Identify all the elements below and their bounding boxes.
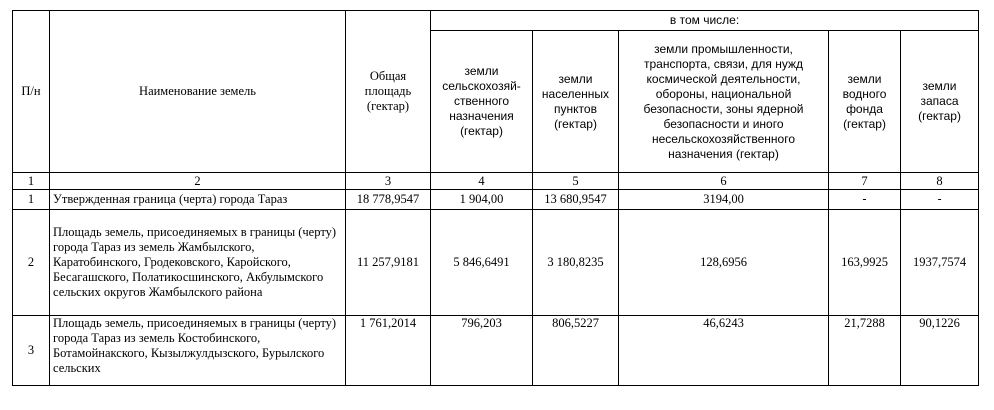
- column-number: 4: [431, 173, 533, 190]
- row-reserve: 90,1226: [901, 316, 979, 386]
- land-allocation-table: [12, 10, 979, 386]
- column-number: 8: [901, 173, 979, 190]
- row-land-name: [50, 316, 346, 386]
- row-industry: 46,6243: [619, 316, 829, 386]
- column-number: 2: [50, 173, 346, 190]
- header-row-top: [13, 11, 979, 31]
- row-water-fund: 163,9925: [829, 210, 901, 316]
- header-num: П/н: [13, 11, 50, 173]
- column-number-row: [13, 173, 979, 190]
- header-agricultural: земли сельскохозяй-ственного назначения (гектар): [431, 31, 533, 173]
- row-num: 2: [13, 210, 50, 316]
- column-number: 6: [619, 173, 829, 190]
- row-settlements: 3 180,8235: [533, 210, 619, 316]
- header-land-name: Наименование земель: [50, 11, 346, 173]
- row-agricultural: 1 904,00: [431, 190, 533, 210]
- table-row: [13, 190, 979, 210]
- row-settlements: 806,5227: [533, 316, 619, 386]
- row-industry: 128,6956: [619, 210, 829, 316]
- header-including-group: в том числе:: [431, 11, 979, 31]
- row-total-area: 11 257,9181: [346, 210, 431, 316]
- row-industry: 3194,00: [619, 190, 829, 210]
- column-number: 7: [829, 173, 901, 190]
- land-table-container: [12, 10, 979, 386]
- row-agricultural: 5 846,6491: [431, 210, 533, 316]
- column-number: 3: [346, 173, 431, 190]
- header-reserve: земли запаса (гектар): [901, 31, 979, 173]
- row-reserve: 1937,7574: [901, 210, 979, 316]
- row-water-fund: -: [829, 190, 901, 210]
- column-number: 5: [533, 173, 619, 190]
- row-num: 3: [13, 316, 50, 386]
- row-agricultural: 796,203: [431, 316, 533, 386]
- row-total-area: 18 778,9547: [346, 190, 431, 210]
- header-industry: земли промышленности, транспорта, связи, для нужд космической деятельности, обороны, национальной безопасности, зоны ядерной безопасности и иного несельскохозяйственного назначения (гектар): [619, 31, 829, 173]
- table-row: [13, 316, 979, 386]
- row-total-area: 1 761,2014: [346, 316, 431, 386]
- header-total-area: Общая площадь (гектар): [346, 11, 431, 173]
- column-number: 1: [13, 173, 50, 190]
- row-land-name: Утвержденная граница (черта) города Тараз: [50, 190, 346, 210]
- table-row: [13, 210, 979, 316]
- row-settlements: 13 680,9547: [533, 190, 619, 210]
- row-water-fund: 21,7288: [829, 316, 901, 386]
- row-num: 1: [13, 190, 50, 210]
- row-land-name-text: Площадь земель, присоединяемых в границы (черту) города Тараз из земель Костобинского, Ботамойнакского, Кызылжулдызского, Бурылского сельских: [53, 316, 337, 375]
- header-water-fund: земли водного фонда (гектар): [829, 31, 901, 173]
- row-reserve: -: [901, 190, 979, 210]
- header-settlements: земли населенных пунктов (гектар): [533, 31, 619, 173]
- row-land-name: Площадь земель, присоединяемых в границы (черту) города Тараз из земель Жамбылского, Каратобинского, Гродековского, Каройского, Бесагашского, Полатикосшинского, Акбулымского сельских округов Жамбылского района: [50, 210, 346, 316]
